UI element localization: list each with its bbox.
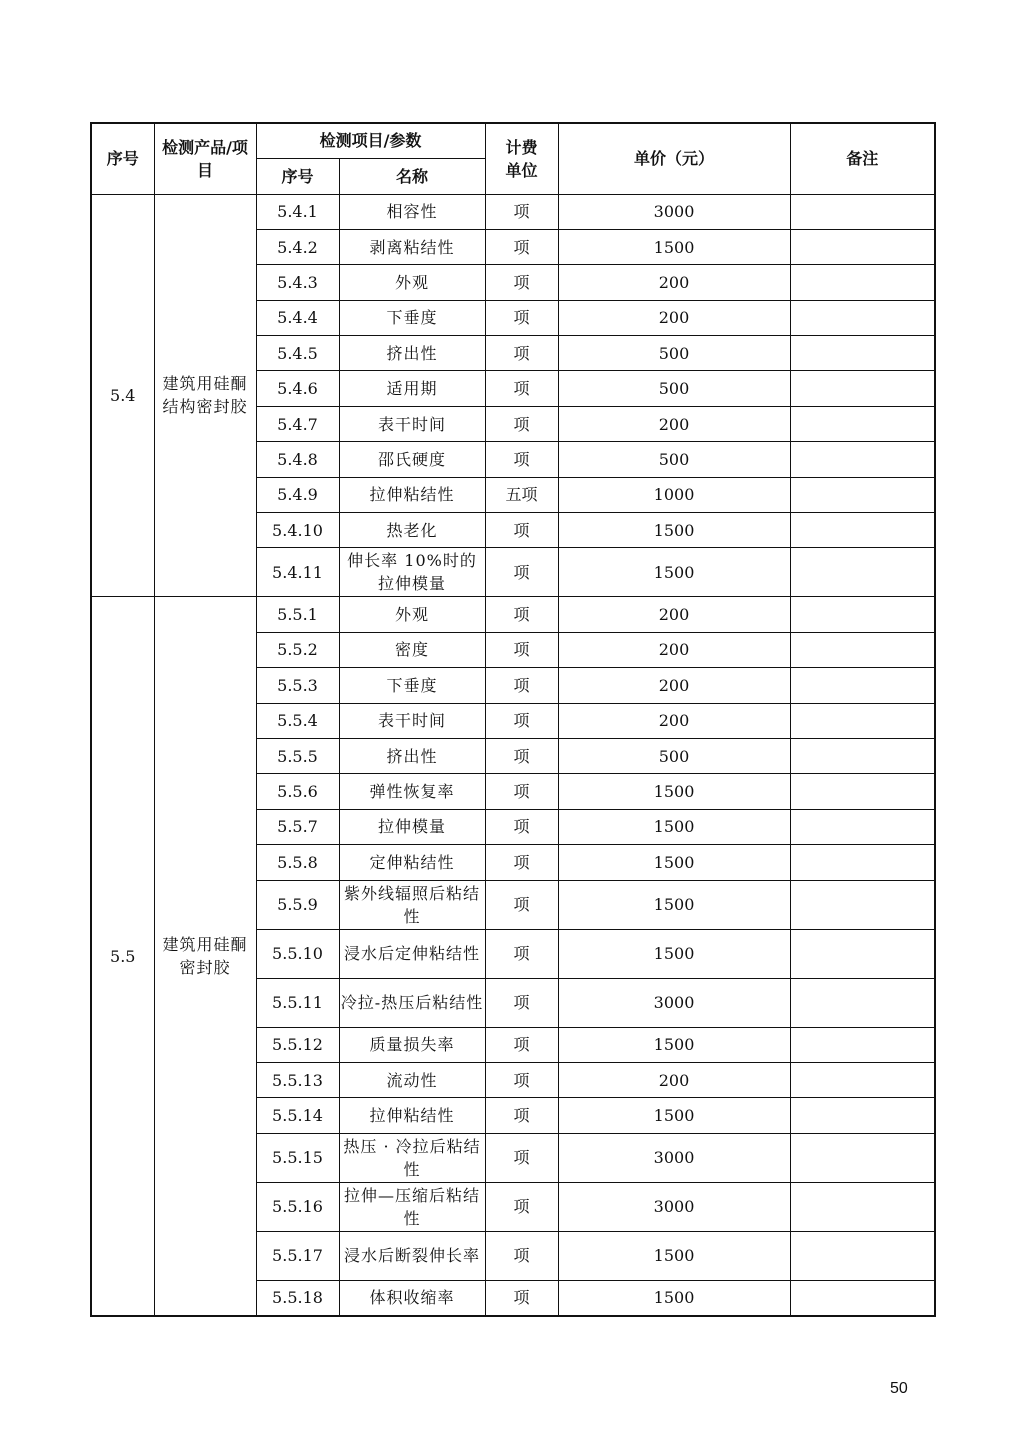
- header-item-name: 名称: [339, 158, 485, 194]
- item-unit: 项: [485, 809, 558, 844]
- item-number: 5.5.7: [256, 809, 339, 844]
- item-price: 500: [558, 336, 790, 371]
- item-remark: [790, 597, 935, 632]
- item-price: 200: [558, 1062, 790, 1097]
- item-unit: 项: [485, 1231, 558, 1280]
- item-unit: 项: [485, 1133, 558, 1182]
- item-unit: 项: [485, 229, 558, 264]
- item-number: 5.5.5: [256, 738, 339, 773]
- item-name: 流动性: [339, 1062, 485, 1097]
- item-name: 热压 · 冷拉后粘结性: [339, 1133, 485, 1182]
- item-remark: [790, 1133, 935, 1182]
- header-product: 检测产品/项目: [154, 123, 256, 194]
- item-unit: 项: [485, 336, 558, 371]
- item-unit: 五项: [485, 477, 558, 512]
- item-number: 5.5.13: [256, 1062, 339, 1097]
- item-unit: 项: [485, 597, 558, 632]
- item-price: 200: [558, 406, 790, 441]
- item-remark: [790, 513, 935, 548]
- item-price: 3000: [558, 978, 790, 1027]
- item-remark: [790, 336, 935, 371]
- item-price: 1500: [558, 774, 790, 809]
- header-seq: 序号: [91, 123, 154, 194]
- item-number: 5.4.7: [256, 406, 339, 441]
- item-unit: 项: [485, 548, 558, 597]
- item-number: 5.4.2: [256, 229, 339, 264]
- item-remark: [790, 1027, 935, 1062]
- item-name: 伸长率 10%时的拉伸模量: [339, 548, 485, 597]
- header-item-seq: 序号: [256, 158, 339, 194]
- group-seq: 5.5: [91, 597, 154, 1316]
- item-number: 5.5.12: [256, 1027, 339, 1062]
- item-remark: [790, 929, 935, 978]
- item-name: 外观: [339, 597, 485, 632]
- item-number: 5.4.10: [256, 513, 339, 548]
- table-body: [91, 194, 935, 1316]
- item-name: 浸水后定伸粘结性: [339, 929, 485, 978]
- item-price: 500: [558, 371, 790, 406]
- item-unit: 项: [485, 194, 558, 229]
- item-name: 拉伸模量: [339, 809, 485, 844]
- item-name: 邵氏硬度: [339, 442, 485, 477]
- item-price: 500: [558, 442, 790, 477]
- item-number: 5.4.5: [256, 336, 339, 371]
- item-name: 定伸粘结性: [339, 845, 485, 880]
- item-unit: 项: [485, 929, 558, 978]
- item-number: 5.5.6: [256, 774, 339, 809]
- item-unit: 项: [485, 513, 558, 548]
- item-number: 5.5.10: [256, 929, 339, 978]
- item-unit: 项: [485, 406, 558, 441]
- price-table: [90, 122, 936, 1317]
- item-unit: 项: [485, 1280, 558, 1315]
- item-price: 1500: [558, 1280, 790, 1315]
- item-price: 1500: [558, 229, 790, 264]
- item-price: 200: [558, 703, 790, 738]
- item-remark: [790, 703, 935, 738]
- item-remark: [790, 229, 935, 264]
- item-number: 5.5.16: [256, 1182, 339, 1231]
- item-remark: [790, 371, 935, 406]
- item-remark: [790, 668, 935, 703]
- item-unit: 项: [485, 978, 558, 1027]
- item-name: 密度: [339, 632, 485, 667]
- item-price: 1500: [558, 1231, 790, 1280]
- item-remark: [790, 1182, 935, 1231]
- item-unit: 项: [485, 1062, 558, 1097]
- item-price: 1500: [558, 548, 790, 597]
- item-name: 浸水后断裂伸长率: [339, 1231, 485, 1280]
- item-price: 200: [558, 668, 790, 703]
- item-name: 下垂度: [339, 300, 485, 335]
- item-name: 拉伸粘结性: [339, 477, 485, 512]
- item-remark: [790, 845, 935, 880]
- item-name: 挤出性: [339, 738, 485, 773]
- item-remark: [790, 406, 935, 441]
- item-remark: [790, 738, 935, 773]
- item-price: 500: [558, 738, 790, 773]
- group-seq: 5.4: [91, 194, 154, 597]
- item-price: 1500: [558, 929, 790, 978]
- item-number: 5.4.11: [256, 548, 339, 597]
- item-name: 拉伸—压缩后粘结性: [339, 1182, 485, 1231]
- item-price: 1000: [558, 477, 790, 512]
- item-number: 5.5.9: [256, 880, 339, 929]
- item-remark: [790, 1231, 935, 1280]
- item-name: 质量损失率: [339, 1027, 485, 1062]
- item-unit: 项: [485, 265, 558, 300]
- item-price: 200: [558, 632, 790, 667]
- item-remark: [790, 442, 935, 477]
- item-unit: 项: [485, 774, 558, 809]
- item-remark: [790, 548, 935, 597]
- item-unit: 项: [485, 632, 558, 667]
- item-number: 5.5.3: [256, 668, 339, 703]
- item-price: 1500: [558, 513, 790, 548]
- group-product: 建筑用硅酮结构密封胶: [154, 194, 256, 597]
- item-price: 200: [558, 300, 790, 335]
- item-price: 200: [558, 265, 790, 300]
- item-remark: [790, 978, 935, 1027]
- item-unit: 项: [485, 1098, 558, 1133]
- item-number: 5.4.8: [256, 442, 339, 477]
- item-name: 拉伸粘结性: [339, 1098, 485, 1133]
- item-remark: [790, 477, 935, 512]
- item-remark: [790, 194, 935, 229]
- item-name: 相容性: [339, 194, 485, 229]
- item-name: 外观: [339, 265, 485, 300]
- item-unit: 项: [485, 703, 558, 738]
- item-remark: [790, 809, 935, 844]
- header-remark: 备注: [790, 123, 935, 194]
- item-remark: [790, 1098, 935, 1133]
- table-row: [91, 597, 935, 632]
- item-name: 紫外线辐照后粘结性: [339, 880, 485, 929]
- item-remark: [790, 880, 935, 929]
- item-number: 5.4.9: [256, 477, 339, 512]
- group-product: 建筑用硅酮密封胶: [154, 597, 256, 1316]
- header-price: 单价（元）: [558, 123, 790, 194]
- item-name: 冷拉-热压后粘结性: [339, 978, 485, 1027]
- item-remark: [790, 1062, 935, 1097]
- item-number: 5.5.14: [256, 1098, 339, 1133]
- item-remark: [790, 1280, 935, 1315]
- header-items-group: 检测项目/参数: [256, 123, 485, 158]
- header-unit: 计费单位: [485, 123, 558, 194]
- item-number: 5.5.4: [256, 703, 339, 738]
- item-price: 1500: [558, 845, 790, 880]
- item-number: 5.5.18: [256, 1280, 339, 1315]
- item-unit: 项: [485, 845, 558, 880]
- item-price: 1500: [558, 1027, 790, 1062]
- item-number: 5.5.2: [256, 632, 339, 667]
- item-price: 1500: [558, 1098, 790, 1133]
- item-unit: 项: [485, 738, 558, 773]
- item-number: 5.5.17: [256, 1231, 339, 1280]
- item-number: 5.4.4: [256, 300, 339, 335]
- item-unit: 项: [485, 300, 558, 335]
- item-name: 表干时间: [339, 703, 485, 738]
- item-name: 热老化: [339, 513, 485, 548]
- item-remark: [790, 774, 935, 809]
- item-number: 5.5.1: [256, 597, 339, 632]
- item-unit: 项: [485, 442, 558, 477]
- item-name: 下垂度: [339, 668, 485, 703]
- item-remark: [790, 300, 935, 335]
- item-name: 表干时间: [339, 406, 485, 441]
- item-unit: 项: [485, 1182, 558, 1231]
- page-number: 50: [890, 1380, 908, 1397]
- item-price: 1500: [558, 809, 790, 844]
- item-price: 3000: [558, 1182, 790, 1231]
- item-unit: 项: [485, 1027, 558, 1062]
- item-price: 3000: [558, 194, 790, 229]
- item-price: 3000: [558, 1133, 790, 1182]
- table-row: [91, 194, 935, 229]
- item-number: 5.5.8: [256, 845, 339, 880]
- item-number: 5.5.15: [256, 1133, 339, 1182]
- item-unit: 项: [485, 371, 558, 406]
- item-number: 5.5.11: [256, 978, 339, 1027]
- item-name: 剥离粘结性: [339, 229, 485, 264]
- item-price: 1500: [558, 880, 790, 929]
- item-number: 5.4.1: [256, 194, 339, 229]
- item-remark: [790, 265, 935, 300]
- item-unit: 项: [485, 668, 558, 703]
- item-price: 200: [558, 597, 790, 632]
- item-number: 5.4.6: [256, 371, 339, 406]
- item-name: 弹性恢复率: [339, 774, 485, 809]
- item-number: 5.4.3: [256, 265, 339, 300]
- item-unit: 项: [485, 880, 558, 929]
- item-name: 挤出性: [339, 336, 485, 371]
- item-remark: [790, 632, 935, 667]
- item-name: 体积收缩率: [339, 1280, 485, 1315]
- item-name: 适用期: [339, 371, 485, 406]
